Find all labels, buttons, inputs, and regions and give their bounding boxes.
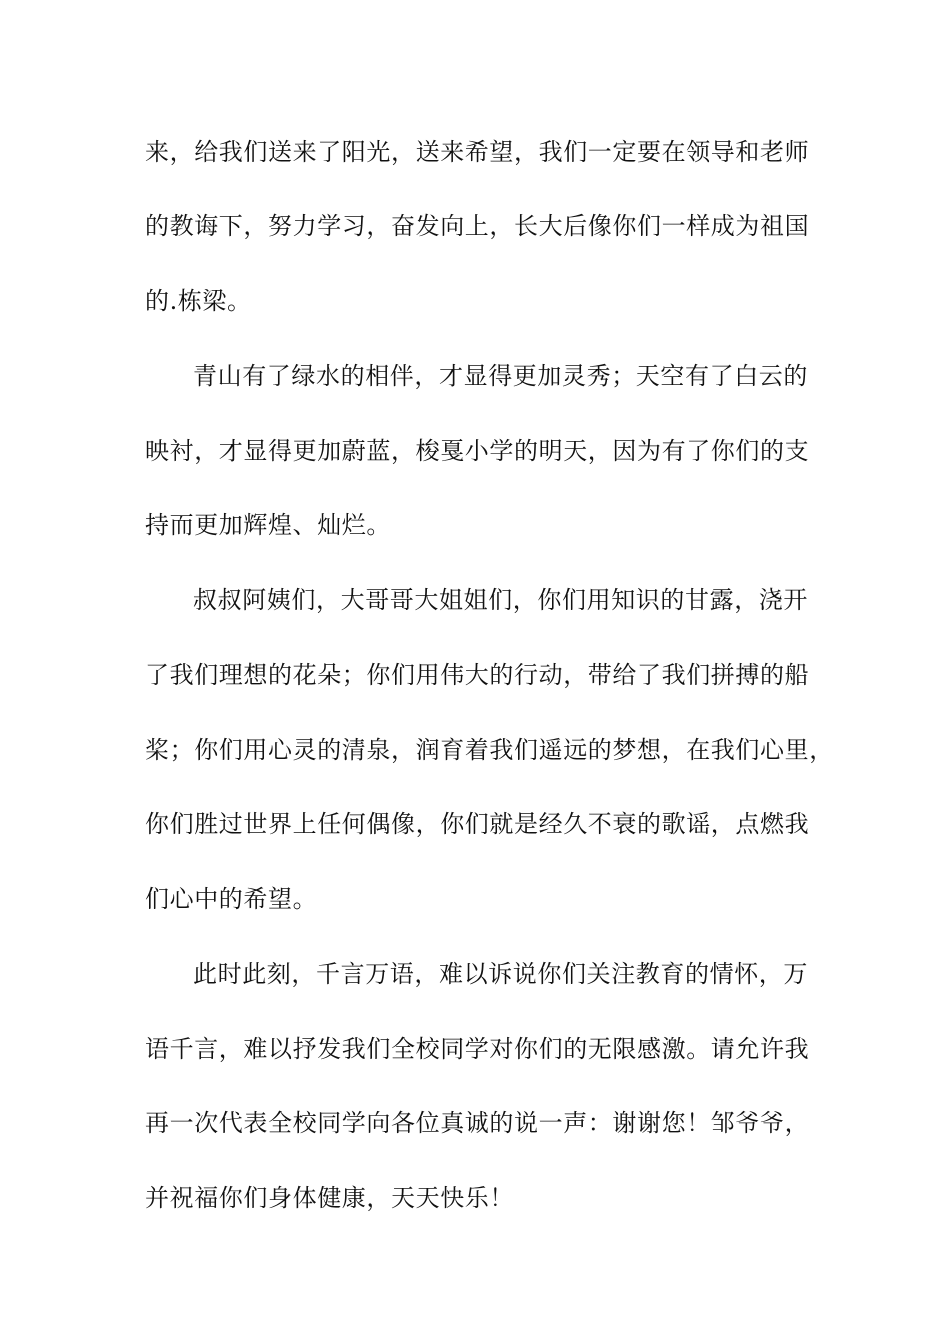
text-line: 并祝福你们身体健康，天天快乐！ [145, 1184, 514, 1212]
paragraph-first-line: 此时此刻，千言万语，难以诉说你们关注教育的情怀，万 [193, 960, 808, 988]
text-line: 桨；你们用心灵的清泉，润育着我们遥远的梦想，在我们心里， [145, 736, 834, 764]
text-line: 们心中的希望。 [145, 885, 318, 913]
text-line: 再一次代表全校同学向各位真诚的说一声：谢谢您！邹爷爷， [145, 1109, 810, 1137]
paragraph-first-line: 青山有了绿水的相伴，才显得更加灵秀；天空有了白云的 [193, 362, 808, 390]
paragraph-first-line: 叔叔阿姨们，大哥哥大姐姐们，你们用知识的甘露，浇开 [193, 586, 808, 614]
text-line: 的.栋梁。 [145, 287, 252, 315]
text-line: 的教诲下，努力学习，奋发向上，长大后像你们一样成为祖国 [145, 212, 810, 240]
text-line: 持而更加辉煌、灿烂。 [145, 511, 391, 539]
text-line: 映衬，才显得更加蔚蓝，梭戛小学的明天，因为有了你们的支 [145, 437, 810, 465]
text-line: 语千言，难以抒发我们全校同学对你们的无限感激。请允许我 [145, 1035, 810, 1063]
text-line: 了我们理想的花朵；你们用伟大的行动，带给了我们拼搏的船 [145, 661, 810, 689]
text-line: 来，给我们送来了阳光，送来希望，我们一定要在领导和老师 [145, 138, 810, 166]
text-line: 你们胜过世界上任何偶像，你们就是经久不衰的歌谣，点燃我 [145, 810, 810, 838]
